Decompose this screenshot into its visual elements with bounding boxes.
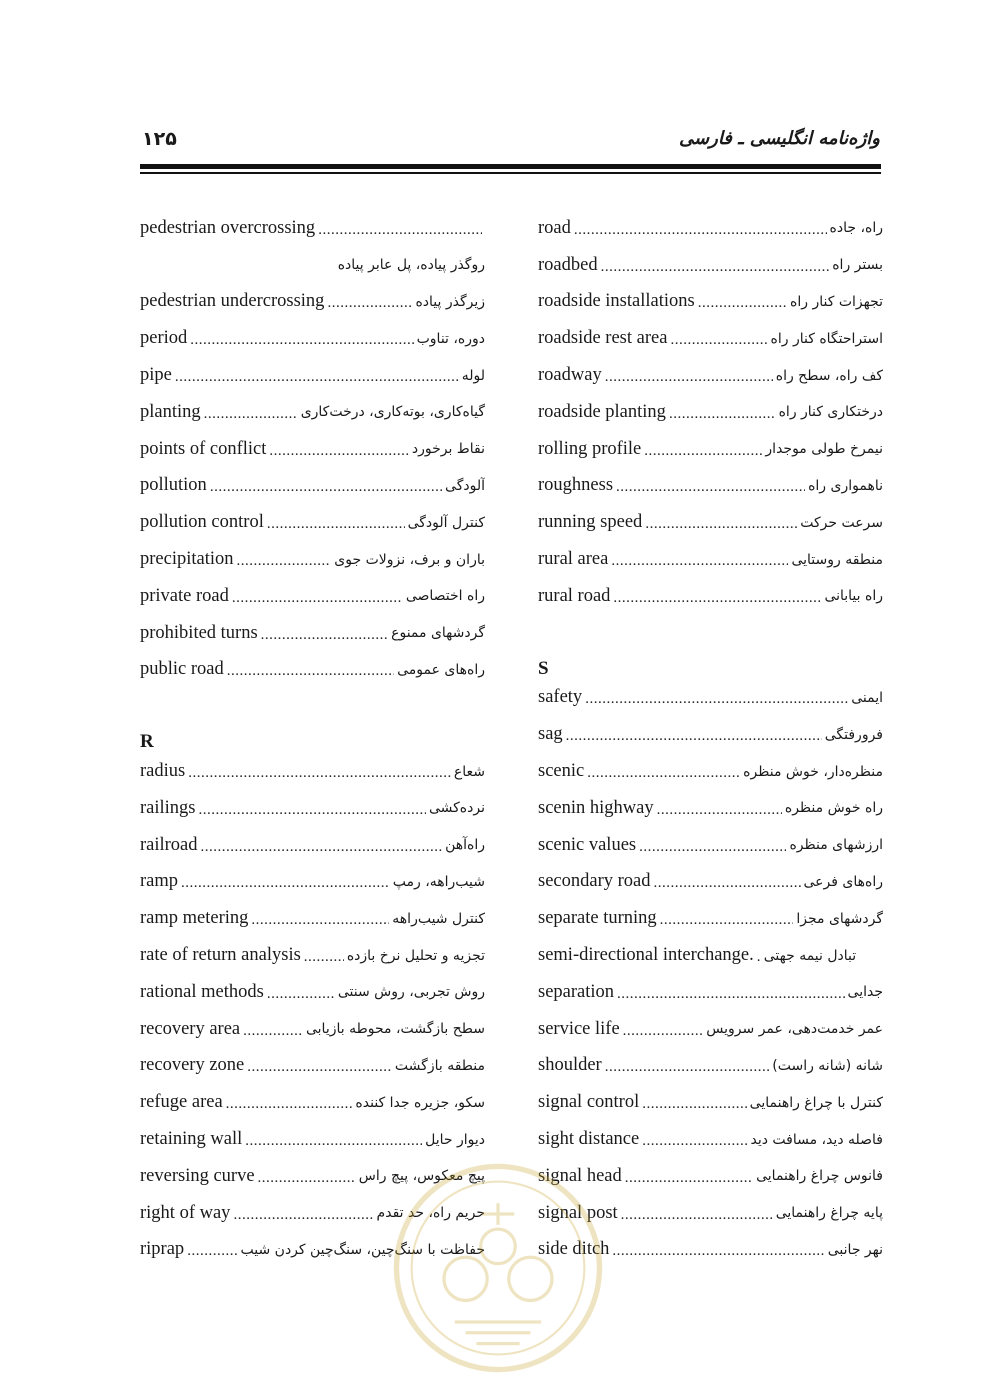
entry-translation: گردشهای مجزا (796, 910, 883, 927)
entry-roughness (538, 468, 883, 505)
entry-term: rational methods (140, 981, 264, 1002)
entry-dots (237, 549, 332, 570)
entry-translation: ارزشهای منظره (789, 837, 883, 854)
entry-translation: منطقه روستایی (791, 551, 883, 568)
entry-term: pollution control (140, 512, 264, 533)
entry-term: roadside installations (538, 291, 695, 312)
entry-term: refuge area (140, 1092, 223, 1113)
entry-term: service life (538, 1018, 620, 1039)
entry-term: ramp (140, 871, 179, 892)
entry-translation: تجهزات کنار راه (790, 293, 883, 310)
entry-secondary-road (538, 864, 883, 901)
entry-dots (327, 291, 412, 312)
entry-term: riprap (140, 1239, 185, 1260)
entry-translation: لوله (461, 367, 485, 384)
entry-translation: پیچ معکوس، پیچ راس (358, 1168, 485, 1185)
entry-term: roadside rest area (538, 328, 668, 349)
entry-term: pedestrian undercrossing (140, 291, 325, 312)
entry-translation: جدایی (847, 984, 883, 1001)
entry-translation: گردشهای ممنوع (391, 625, 485, 642)
entry-scenic (538, 753, 883, 790)
entry-dots (670, 328, 767, 349)
entry-translation: دیوار حایل (425, 1131, 485, 1148)
entry-translation: آلودگی (445, 477, 485, 494)
entry-translation: روگذر پیاده، پل عابر پیاده (337, 257, 485, 274)
section-letter-s: S (538, 657, 549, 679)
entry-translation: گیاه‌کاری، بوته‌کاری، درخت‌کاری (300, 404, 485, 421)
entry-dots (574, 218, 827, 239)
entry-dots (304, 945, 344, 966)
entry-term: signal head (538, 1165, 622, 1186)
entry-translation: راه‌های عمومی (397, 661, 485, 678)
entry-signal-post (538, 1195, 883, 1232)
entry-dots (605, 1055, 770, 1076)
entry-term: rural area (538, 549, 609, 570)
entry-dots (232, 586, 403, 607)
entry-translation: راه‌های فرعی (803, 873, 883, 890)
entry-translation: شیب‌راهه، رمپ (392, 873, 485, 890)
entry-term: secondary road (538, 871, 651, 892)
entry-railroad (140, 827, 485, 864)
entry-term: radius (140, 761, 186, 782)
entry-dots (227, 659, 394, 680)
entry-term: side ditch (538, 1239, 610, 1260)
entry-radius (140, 753, 485, 790)
entry-term: public road (140, 659, 224, 680)
entry-dots (757, 945, 761, 966)
entry-dots (644, 439, 762, 460)
entry-term: roughness (538, 475, 614, 496)
entry-roadside-rest-area (538, 320, 883, 357)
entry-dots (243, 1019, 303, 1040)
entry-continuation (140, 247, 485, 284)
entry-separate-turning (538, 900, 883, 937)
entry-dots (318, 218, 482, 239)
entry-term: running speed (538, 512, 643, 533)
entry-term: scenic values (538, 834, 637, 855)
entry-term: precipitation (140, 549, 234, 570)
entry-dots (613, 586, 821, 607)
entry-dots (617, 982, 845, 1003)
entry-term: reversing curve (140, 1165, 255, 1186)
entry-dots (258, 1166, 356, 1187)
entry-translation: تبادل نیمه جهتی (763, 947, 857, 964)
entry-dots (612, 1239, 824, 1260)
entry-recovery-zone (140, 1048, 485, 1085)
entry-refuge-area (140, 1084, 485, 1121)
entry-translation: دوره، تناوب (416, 330, 485, 347)
entry-pollution-control (140, 504, 485, 541)
entry-dots (269, 439, 408, 460)
section-gap (538, 615, 883, 643)
entry-dots (639, 835, 786, 856)
entry-translation: درختکاری کنار راه (778, 404, 883, 421)
entry-dots (654, 871, 801, 892)
entry-translation: روش تجربی، روش سنتی (337, 984, 485, 1001)
entry-term: ramp metering (140, 908, 249, 929)
entry-reversing-curve (140, 1158, 485, 1195)
entry-dots (226, 1092, 353, 1113)
entry-term: separation (538, 981, 615, 1002)
entry-dots (210, 475, 442, 496)
entry-translation: ناهمواری راه (808, 477, 883, 494)
entry-roadway (538, 357, 883, 394)
entry-term: signal post (538, 1202, 618, 1223)
entry-scenin-highway (538, 790, 883, 827)
entry-dots (267, 512, 405, 533)
entry-period (140, 320, 485, 357)
entry-separation (538, 974, 883, 1011)
entry-dots (233, 1203, 373, 1224)
entry-translation: نقاط برخورد (411, 441, 485, 458)
entry-prohibited-turns (140, 615, 485, 652)
entry-dots (199, 798, 426, 819)
entry-dots (181, 871, 390, 892)
entry-translation: کنترل آلودگی (407, 514, 485, 531)
entry-translation: شعاع (453, 763, 485, 780)
entry-term: recovery area (140, 1018, 241, 1039)
entry-pipe (140, 357, 485, 394)
entry-term: period (140, 328, 188, 349)
entry-translation: نیمرخ طولی موجدار (765, 441, 883, 458)
entry-sight-distance (538, 1121, 883, 1158)
entry-translation: کنترل شیب‌راهه (392, 910, 485, 927)
header-rule-thick (140, 164, 881, 169)
entry-translation: راه خوش منظره (784, 800, 883, 817)
entry-dots (625, 1166, 753, 1187)
entry-term: signal control (538, 1092, 640, 1113)
entry-translation: نرده‌کشی (428, 800, 485, 817)
entry-dots (267, 982, 335, 1003)
entry-translation: سکو، جزیره جدا کننده (355, 1094, 485, 1111)
entry-dots (585, 687, 848, 708)
entry-translation: منظره‌دار، خوش منظره (743, 763, 883, 780)
page-title: واژه‌نامه انگلیسی ـ فارسی (679, 128, 880, 149)
entry-scenic-values (538, 827, 883, 864)
entry-term: points of conflict (140, 438, 267, 459)
entry-translation: کف راه، سطح راه (775, 367, 883, 384)
entry-translation: حریم راه، حد تقدم (376, 1205, 485, 1222)
entry-term: pollution (140, 475, 207, 496)
entry-points-of-conflict (140, 431, 485, 468)
left-column (140, 210, 485, 1268)
entry-translation: کنترل با چراغ راهنمایی (749, 1094, 883, 1111)
entry-term: roadside planting (538, 401, 666, 422)
entry-term: private road (140, 585, 229, 606)
entry-railings (140, 790, 485, 827)
entry-recovery-area (140, 1011, 485, 1048)
entry-term: safety (538, 687, 583, 708)
entry-term: railings (140, 797, 196, 818)
entry-riprap (140, 1232, 485, 1269)
entry-term: rolling profile (538, 438, 642, 459)
entry-roadbed (538, 247, 883, 284)
entry-term: shoulder (538, 1055, 602, 1076)
entry-translation: نهر جانبی (827, 1241, 883, 1258)
entry-service-life (538, 1011, 883, 1048)
entry-pollution (140, 468, 485, 505)
entry-dots (660, 908, 794, 929)
entry-translation: باران و برف، نزولات جوی (334, 551, 485, 568)
entry-dots (251, 908, 389, 929)
entry-road (538, 210, 883, 247)
entry-dots (247, 1055, 392, 1076)
entry-translation: منطقه بازگشت (394, 1057, 485, 1074)
entry-term: rural road (538, 585, 611, 606)
entry-term: prohibited turns (140, 622, 258, 643)
entry-translation: استراحتگاه کنار راه (770, 330, 883, 347)
entry-dots (566, 724, 822, 745)
entry-term: road (538, 217, 571, 238)
entry-term: railroad (140, 834, 198, 855)
entry-term: planting (140, 401, 201, 422)
entry-dots (587, 761, 740, 782)
entry-planting (140, 394, 485, 431)
entry-side-ditch (538, 1232, 883, 1269)
entry-dots (187, 1239, 237, 1260)
entry-term: recovery zone (140, 1055, 245, 1076)
entry-safety (538, 680, 883, 717)
entry-translation: سرعت حرکت (800, 514, 883, 531)
entry-translation: زیرگذر پیاده (415, 293, 485, 310)
entry-term: semi-directional interchange. (538, 945, 754, 966)
entry-translation: حفاظت با سنگ‌چین، سنگ‌چین کردن شیب (240, 1241, 485, 1258)
entry-dots (190, 328, 413, 349)
entry-pedestrian-overcrossing (140, 210, 485, 247)
entry-dots (245, 1129, 422, 1150)
entry-translation: سطح بازگشت، محوطه بازیابی (305, 1021, 485, 1038)
entry-translation: پایه چراغ راهنمایی (775, 1205, 883, 1222)
entry-ramp-metering (140, 900, 485, 937)
entry-term: rate of return analysis (140, 945, 301, 966)
entry-dots (611, 549, 788, 570)
entry-translation: بستر راه (832, 257, 883, 274)
entry-dots (188, 761, 451, 782)
page-number: ۱۲۵ (142, 128, 177, 150)
entry-dots (657, 798, 782, 819)
entry-running-speed (538, 504, 883, 541)
entry-roadside-installations (538, 284, 883, 321)
entry-translation: فرورفتگی (824, 726, 883, 743)
entry-dots (645, 512, 797, 533)
entry-right-of-way (140, 1195, 485, 1232)
entry-translation: شانه (شانه راست) (772, 1057, 883, 1074)
entry-dots (261, 623, 388, 644)
entry-rolling-profile (538, 431, 883, 468)
entry-dots (669, 402, 776, 423)
entry-ramp (140, 864, 485, 901)
header-rule-thin (140, 172, 881, 174)
entry-retaining-wall (140, 1121, 485, 1158)
entry-term: sag (538, 724, 563, 745)
entry-translation: عمر خدمت‌دهی، عمر سرویس (706, 1021, 883, 1038)
entry-dots (698, 291, 787, 312)
entry-semi-directional-interchange (538, 937, 883, 974)
entry-term: scenin highway (538, 797, 654, 818)
entry-term: retaining wall (140, 1129, 243, 1150)
entry-sag (538, 716, 883, 753)
entry-term: pipe (140, 365, 172, 386)
entry-rational-methods (140, 974, 485, 1011)
entry-term: separate turning (538, 908, 657, 929)
entry-dots (601, 255, 830, 276)
entry-term: scenic (538, 761, 585, 782)
entry-term: roadbed (538, 254, 598, 275)
entry-dots (605, 365, 773, 386)
entry-dots (621, 1203, 773, 1224)
right-column (538, 210, 883, 1268)
entry-precipitation (140, 541, 485, 578)
entry-dots (175, 365, 459, 386)
entry-roadside-planting (538, 394, 883, 431)
entry-term: sight distance (538, 1129, 640, 1150)
entry-term: pedestrian overcrossing (140, 217, 316, 238)
entry-term: right of way (140, 1202, 231, 1223)
entry-translation: راه، جاده (829, 220, 883, 237)
entry-public-road (140, 652, 485, 689)
entry-translation: راه اختصاصی (405, 588, 485, 605)
entry-shoulder (538, 1048, 883, 1085)
entry-translation: فانوس چراغ راهنمایی (756, 1168, 883, 1185)
entry-translation: راه بیابانی (824, 588, 883, 605)
entry-translation: فاصله دید، مسافت دید (750, 1131, 883, 1148)
section-gap (140, 688, 485, 716)
entry-dots (201, 835, 443, 856)
entry-dots (616, 475, 805, 496)
entry-private-road (140, 578, 485, 615)
entry-term: roadway (538, 365, 602, 386)
entry-translation: ایمنی (851, 689, 883, 706)
entry-rural-area (538, 541, 883, 578)
entry-signal-control (538, 1084, 883, 1121)
section-letter-r: R (140, 731, 154, 753)
entry-pedestrian-undercrossing (140, 284, 485, 321)
entry-translation: راه‌آهن (445, 837, 485, 854)
entry-dots (642, 1092, 746, 1113)
entry-rural-road (538, 578, 883, 615)
entry-dots (642, 1129, 747, 1150)
entry-dots (623, 1019, 704, 1040)
entry-signal-head (538, 1158, 883, 1195)
entry-rate-of-return-analysis (140, 937, 485, 974)
entry-translation: تجزیه و تحلیل نرخ بازده (346, 947, 485, 964)
entry-dots (204, 402, 298, 423)
